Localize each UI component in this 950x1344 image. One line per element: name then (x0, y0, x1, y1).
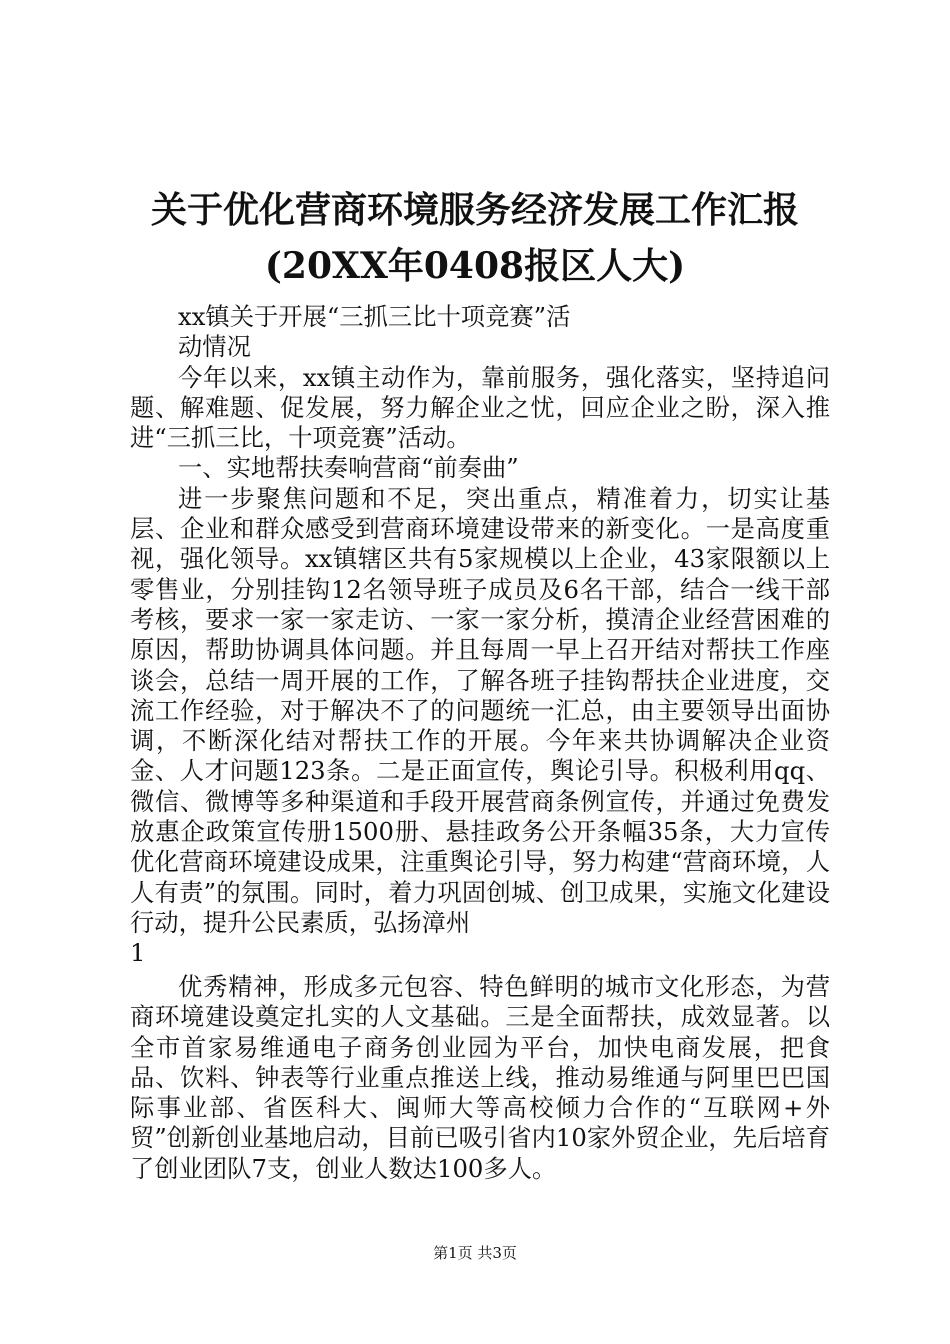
document-body-top (130, 302, 830, 969)
heading-line-1: xx镇关于开展“三抓三比十项竞赛”活 (178, 302, 571, 331)
page-marker: 1 (130, 938, 146, 968)
page-footer: 第1页 共3页 (433, 1244, 517, 1262)
document-subtitle: (20XX年0408报区人大) (264, 245, 686, 287)
section-heading: 一、实地帮扶奏响营商“前奏曲” (178, 453, 519, 483)
document-title: 关于优化营商环境服务经济发展工作汇报 (150, 189, 799, 231)
heading-line-2: 动情况 (178, 332, 251, 362)
intro-paragraph: 今年以来，xx镇主动作为，靠前服务，强化落实，坚持追问题、解难题、促发展，努力解企业之忧，回应企业之盼，深入推进“三抓三比，十项竞赛”活动。 (130, 362, 830, 453)
body-paragraph: 进一步聚焦问题和不足，突出重点，精准着力，切实让基层、企业和群众感受到营商环境建设带来的新变化。一是高度重视，强化领导。xx镇辖区共有5家规模以上企业，43家限额以上零售业，分别挂钩12名领导班子成员及6名干部，结合一线干部考核，要求一家一家走访、一家一家分析，摸清企业经营困难的原因，帮助协调具体问题。并且每周一早上召开结对帮扶工作座谈会，总结一周开展的工作，了解各班子挂钩帮扶企业进度，交流工作经验，对于解决不了的问题统一汇总，由主要领导出面协调，不断深化结对帮扶工作的开展。今年来共协调解决企业资金、人才问题123条。二是正面宣传，舆论引导。积极利用qq、微信、微博等多种渠道和手段开展营商条例宣传，并通过免费发放惠企政策宣传册1500册、悬挂政务公开条幅35条，大力宣传优化营商环境建设成果，注重舆论引导，努力构建“营商环境，人人有责”的氛围。同时，着力巩固创城、创卫成果，实施文化建设行动，提升公民素质，弘扬漳州 (130, 483, 830, 937)
body-paragraph-continued: 优秀精神，形成多元包容、特色鲜明的城市文化形态，为营商环境建设奠定扎实的人文基础。三是全面帮扶，成效显著。以全市首家易维通电子商务创业园为平台，加快电商发展，把食品、饮料、钟表等行业重点推送上线，推动易维通与阿里巴巴国际事业部、省医科大、闽师大等高校倾力合作的“互联网+外贸”创新创业基地启动，目前已吸引省内10家外贸企业，先后培育了创业团队7支，创业人数达100多人。 (130, 972, 830, 1183)
document-body-bottom (130, 972, 830, 1184)
